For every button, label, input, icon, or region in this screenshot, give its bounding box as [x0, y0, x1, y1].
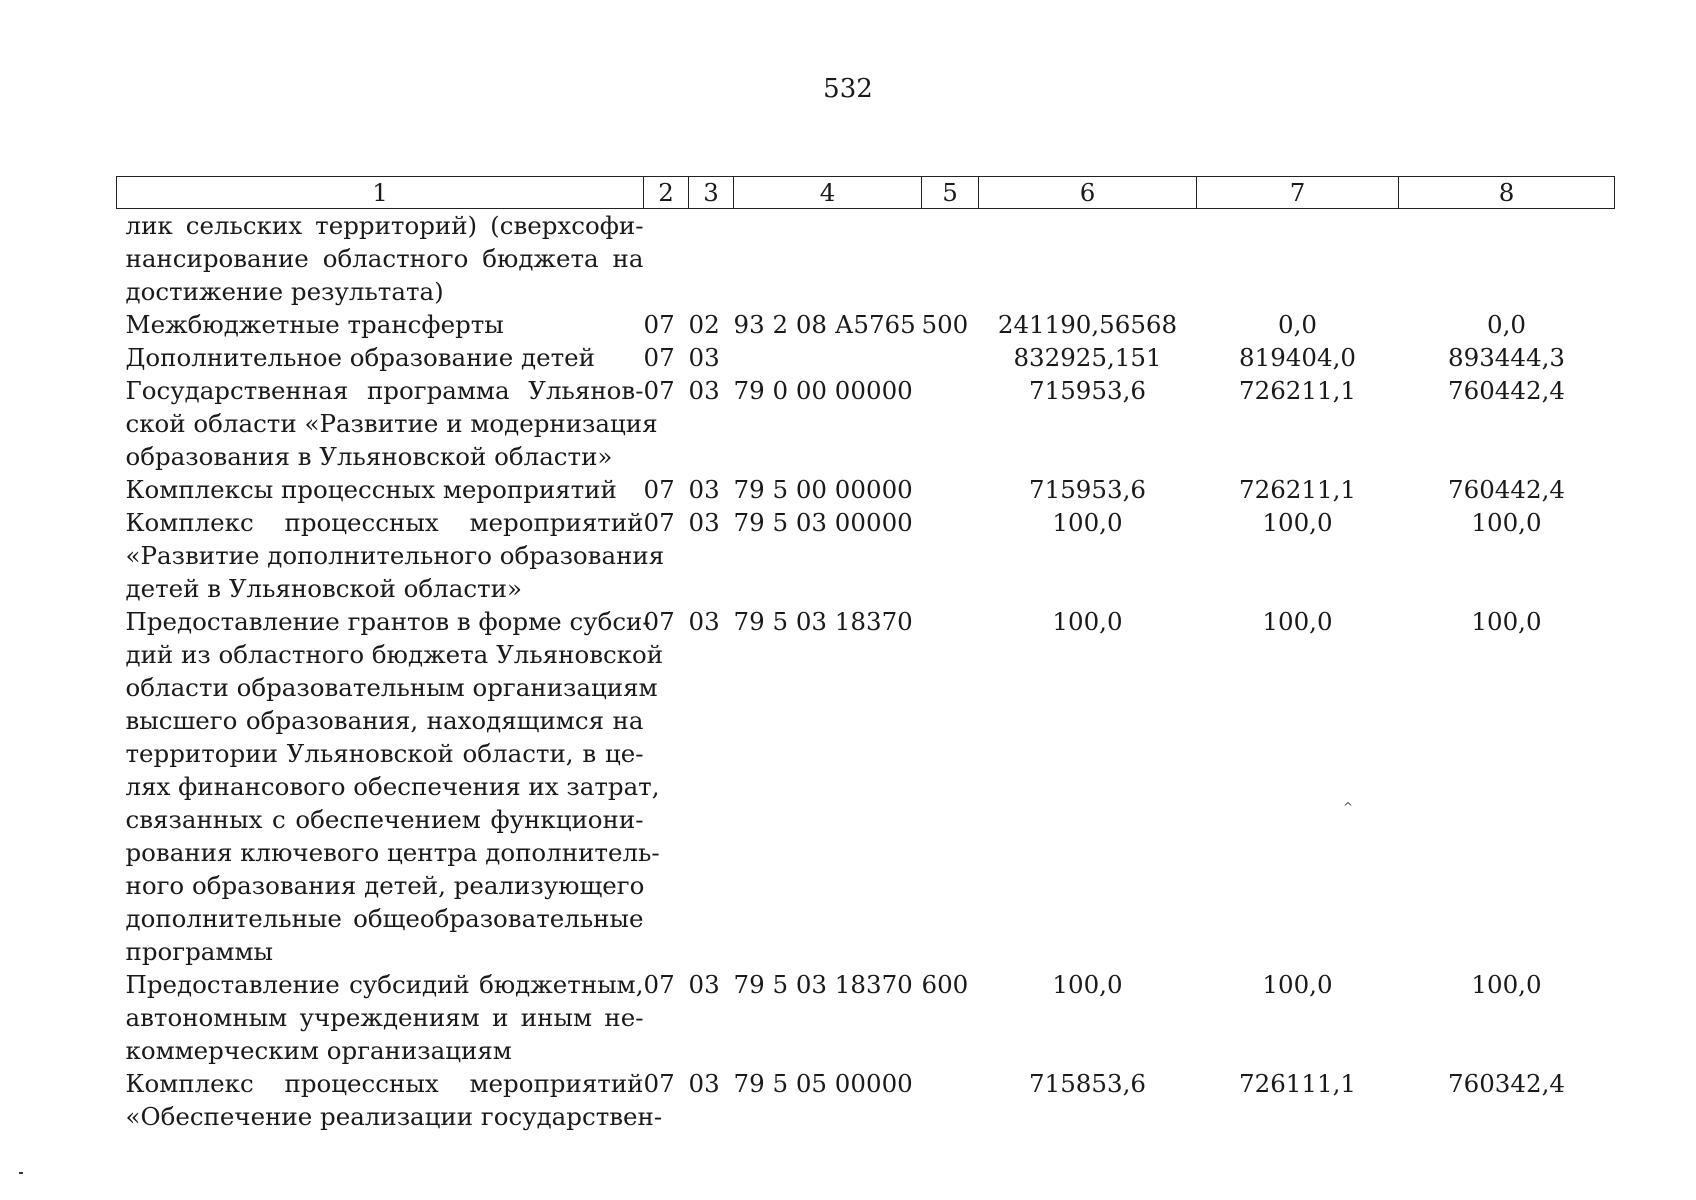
row-name-line: рования ключевого центра дополнитель- [125, 838, 660, 867]
amount-col-6: 100,0 [1052, 607, 1123, 636]
section-code: 07 [643, 1069, 675, 1098]
row-name-cell [117, 341, 644, 374]
row-name-line: образования в Ульяновской области» [125, 442, 613, 471]
amount-col-7: 819404,0 [1239, 343, 1356, 372]
amount-col-8: 100,0 [1471, 970, 1542, 999]
amount-col-8: 893444,3 [1448, 343, 1565, 372]
table-row [117, 209, 1615, 309]
subsection-code: 03 [688, 376, 720, 405]
row-name-line: территории Ульяновской области, в це- [125, 739, 644, 768]
amount-col-7: 100,0 [1262, 508, 1333, 537]
row-name-line: лях финансового обеспечения их затрат, [125, 772, 660, 801]
table-row [117, 341, 1615, 374]
amount-col-7: 726211,1 [1239, 376, 1356, 405]
table-row [117, 605, 1615, 968]
amount-col-8: 760442,4 [1448, 376, 1565, 405]
header-cell-8: 8 [1399, 177, 1615, 209]
budget-table [116, 176, 1615, 1133]
row-name-cell [117, 968, 644, 1067]
row-name-line: дополнительные общеобразовательные [125, 904, 644, 933]
expense-type-code: 500 [921, 310, 969, 339]
header-cell-3: 3 [689, 177, 734, 209]
row-name-line: нансирование областного бюджета на [125, 244, 644, 273]
table-row [117, 506, 1615, 605]
row-name-line: автономным учреждениям и иным не- [125, 1003, 644, 1032]
table-row [117, 473, 1615, 506]
expense-type-code [922, 605, 979, 968]
row-name-line: Комплекс процессных мероприятий [125, 1069, 644, 1098]
row-name-line: дий из областного бюджета Ульяновской [125, 640, 664, 669]
row-name-line: «Обеспечение реализации государствен- [125, 1102, 663, 1131]
row-name-line: ного образования детей, реализующего [125, 871, 645, 900]
subsection-code: 03 [688, 1069, 720, 1098]
subsection-code: 03 [688, 607, 720, 636]
amount-col-6: 715953,6 [1029, 376, 1146, 405]
row-name-line: Предоставление грантов в форме субси- [125, 607, 651, 636]
subsection-code: 03 [688, 970, 720, 999]
subsection-code: 03 [688, 508, 720, 537]
amount-col-7 [1197, 209, 1399, 309]
table-row [117, 1067, 1615, 1133]
scan-artifact-mark [19, 1172, 23, 1174]
target-article-code: 79 5 05 00000 [733, 1069, 913, 1098]
amount-col-6: 715953,6 [1029, 475, 1146, 504]
row-name-line: ской области «Развитие и модернизация [125, 409, 658, 438]
row-name-cell [117, 308, 644, 341]
row-name-line: лик сельских территорий) (сверхсофи- [125, 211, 644, 240]
target-article-code: 79 5 00 00000 [733, 475, 913, 504]
amount-col-6: 715853,6 [1029, 1069, 1146, 1098]
table-row [117, 308, 1615, 341]
target-article-code [734, 209, 922, 309]
amount-col-7: 0,0 [1278, 310, 1317, 339]
row-name-line: Дополнительное образование детей [125, 343, 596, 372]
row-name-line: «Развитие дополнительного образования [125, 541, 665, 570]
amount-col-6 [979, 209, 1197, 309]
row-name-line: Государственная программа Ульянов- [125, 376, 644, 405]
header-cell-5: 5 [922, 177, 979, 209]
row-name-line: Межбюджетные трансферты [125, 310, 504, 339]
target-article-code: 79 5 03 00000 [733, 508, 913, 537]
header-cell-2: 2 [644, 177, 689, 209]
subsection-code: 02 [688, 310, 720, 339]
amount-col-8: 100,0 [1471, 607, 1542, 636]
target-article-code: 79 5 03 18370 [733, 607, 913, 636]
row-name-line: Комплексы процессных мероприятий [125, 475, 617, 504]
expense-type-code [922, 374, 979, 473]
row-name-line: высшего образования, находящимся на [125, 706, 644, 735]
row-name-line: Предоставление субсидий бюджетным, [125, 970, 644, 999]
section-code: 07 [643, 970, 675, 999]
expense-type-code [922, 209, 979, 309]
target-article-code [734, 341, 922, 374]
section-code: 07 [643, 475, 675, 504]
row-name-line: Комплекс процессных мероприятий [125, 508, 644, 537]
row-name-line: области образовательным организациям [125, 673, 658, 702]
target-article-code: 79 0 00 00000 [733, 376, 913, 405]
page-number: 532 [823, 74, 873, 104]
row-name-cell [117, 374, 658, 473]
expense-type-code [922, 341, 979, 374]
amount-col-7: 726211,1 [1239, 475, 1356, 504]
target-article-code: 79 5 03 18370 [733, 970, 913, 999]
table-row [117, 968, 1615, 1067]
section-code: 07 [643, 376, 675, 405]
amount-col-7: 726111,1 [1239, 1069, 1356, 1098]
amount-col-6: 100,0 [1052, 970, 1123, 999]
amount-col-8: 100,0 [1471, 508, 1542, 537]
amount-col-8: 760442,4 [1448, 475, 1565, 504]
row-name-line: связанных с обеспечением функциони- [125, 805, 644, 834]
expense-type-code [922, 506, 979, 605]
amount-col-6: 832925,151 [1013, 343, 1162, 372]
row-name-line: достижение результата) [125, 277, 444, 306]
header-cell-4: 4 [734, 177, 922, 209]
amount-col-8: 0,0 [1487, 310, 1526, 339]
row-name-line: программы [125, 937, 274, 966]
subsection-code: 03 [688, 343, 720, 372]
table-row [117, 374, 1615, 473]
amount-col-7: 100,0 [1262, 970, 1333, 999]
header-row [117, 177, 1615, 209]
target-article-code: 93 2 08 А5765 [733, 310, 916, 339]
section-code: 07 [643, 508, 675, 537]
header-cell-6: 6 [979, 177, 1197, 209]
scan-artifact-caret: ^ [1343, 800, 1354, 814]
header-cell-1: 1 [117, 177, 644, 209]
amount-col-6: 100,0 [1052, 508, 1123, 537]
section-code: 07 [643, 310, 675, 339]
expense-type-code [922, 473, 979, 506]
amount-col-8 [1399, 209, 1615, 309]
section-code: 07 [643, 607, 675, 636]
row-name-cell [117, 209, 644, 309]
subsection-code: 03 [688, 475, 720, 504]
expense-type-code: 600 [921, 970, 969, 999]
amount-col-6: 241190,56568 [997, 310, 1178, 339]
section-code: 07 [643, 343, 675, 372]
row-name-line: коммерческим организациям [125, 1036, 512, 1065]
expense-type-code [922, 1067, 979, 1133]
amount-col-7: 100,0 [1262, 607, 1333, 636]
row-name-line: детей в Ульяновской области» [125, 574, 522, 603]
table-body [117, 209, 1615, 1134]
section-code [644, 209, 689, 309]
header-cell-7: 7 [1197, 177, 1399, 209]
subsection-code [689, 209, 734, 309]
row-name-cell [117, 473, 644, 506]
amount-col-8: 760342,4 [1448, 1069, 1565, 1098]
